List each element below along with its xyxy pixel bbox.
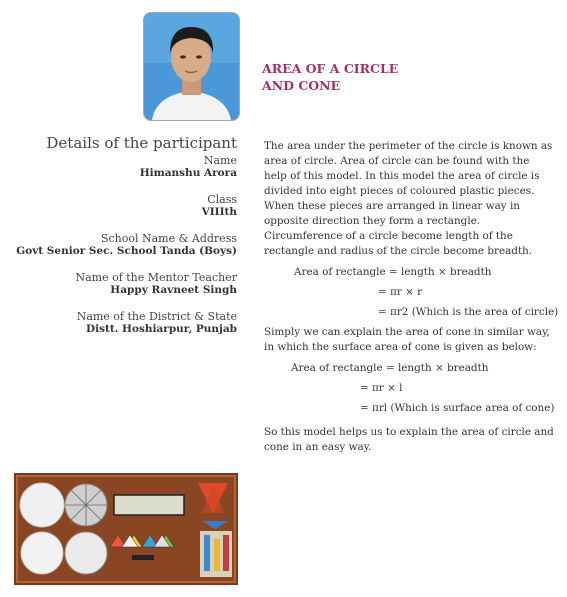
equation-2b: = πr × l <box>360 382 403 394</box>
participant-details <box>0 134 237 349</box>
article-body <box>264 139 559 455</box>
equation-1b-row <box>264 285 554 305</box>
details-heading: Details of the participant <box>46 134 237 152</box>
school-value: Govt Senior Sec. School Tanda (Boys) <box>16 245 237 257</box>
model-photo <box>14 473 238 585</box>
equation-2a-row <box>264 361 554 381</box>
district-label: Name of the District & State <box>76 310 237 323</box>
participant-photo <box>143 12 240 121</box>
name-group <box>0 154 237 180</box>
equation-1a-row <box>264 265 554 285</box>
mentor-label: Name of the Mentor Teacher <box>75 271 237 284</box>
paragraph-2: Simply we can explain the area of cone in similar way, in which the surface area of cone is given as below: <box>264 326 550 353</box>
class-group <box>0 193 237 219</box>
equation-2b-row <box>264 381 554 401</box>
equation-2c-row <box>264 401 554 421</box>
page-title <box>262 60 398 94</box>
mentor-group <box>0 271 237 297</box>
class-value: VIIIth <box>201 206 237 218</box>
title-line-2: AND CONE <box>262 78 341 93</box>
paragraph-3: So this model helps us to explain the area of circle and cone in an easy way. <box>264 426 554 453</box>
equation-1c: = πr2 (Which is the area of circle) <box>378 306 559 318</box>
name-value: Himanshu Arora <box>139 167 237 179</box>
equation-1b: = πr × r <box>378 286 423 298</box>
equation-1c-row <box>264 305 559 325</box>
school-group <box>0 232 237 258</box>
district-value: Distt. Hoshiarpur, Punjab <box>86 323 237 335</box>
school-label: School Name & Address <box>100 232 237 245</box>
equation-2a: Area of rectangle = length × breadth <box>291 362 489 374</box>
mentor-value: Happy Ravneet Singh <box>110 284 237 296</box>
district-group <box>0 310 237 336</box>
title-line-1: AREA OF A CIRCLE <box>262 61 399 76</box>
paragraph-1: The area under the perimeter of the circle is known as area of circle. Area of circle can be found with the help of this model. In this model the area of circle is divided into eight pieces of coloured plastic pieces. When these pieces are arranged in linear way in opposite direction they form a rectangle. Circumference of a circle become length of the rectangle and radius of the circle become breadth. <box>264 140 553 257</box>
class-label: Class <box>207 193 237 206</box>
equation-1a: Area of rectangle = length × breadth <box>294 266 492 278</box>
name-label: Name <box>203 154 237 167</box>
equation-2c: = πrl (Which is surface area of cone) <box>360 402 555 414</box>
